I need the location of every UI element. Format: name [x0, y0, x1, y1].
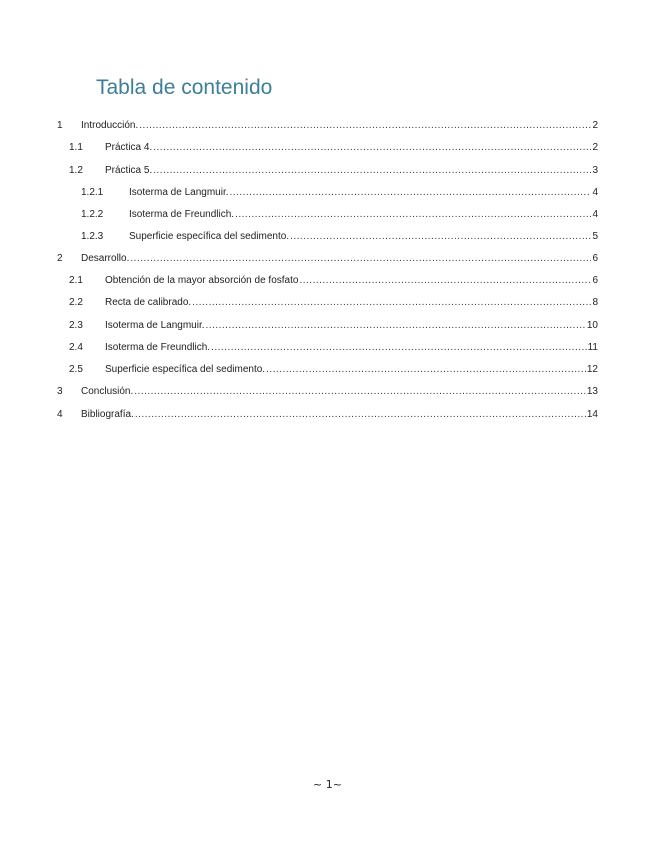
toc-entry-number: 1 — [57, 120, 63, 131]
toc-entry-page: 6 — [592, 275, 598, 286]
toc-entry-page: 6 — [592, 253, 598, 264]
toc-entry-number: 4 — [57, 409, 63, 420]
toc-leader — [130, 252, 591, 266]
toc-leader — [153, 141, 591, 155]
toc-entry[interactable] — [57, 385, 598, 399]
toc-entry[interactable] — [57, 408, 598, 422]
toc-entry-number: 1.2 — [69, 165, 83, 176]
toc-entry[interactable] — [69, 363, 598, 377]
toc-entry-page: 10 — [586, 320, 598, 331]
toc-entry-number: 2.2 — [69, 297, 83, 308]
toc-entry-number: 1.1 — [69, 142, 83, 153]
toc-entry[interactable] — [69, 341, 598, 355]
toc-entry-page: 2 — [592, 142, 598, 153]
toc-entry[interactable] — [69, 296, 598, 310]
toc-leader — [266, 363, 586, 377]
toc-leader — [230, 186, 592, 200]
toc-entry-number: 1.2.1 — [81, 187, 104, 198]
toc-entry[interactable] — [57, 119, 598, 133]
toc-entry[interactable] — [81, 186, 598, 200]
toc-entry-text: Práctica 4. — [105, 142, 153, 153]
toc-entry-number: 3 — [57, 386, 63, 397]
toc-entry[interactable] — [57, 252, 598, 266]
toc-entry-text: Isoterma de Langmuir. — [129, 187, 229, 198]
toc-entry-text: Recta de calibrado. — [105, 297, 192, 308]
toc-entry-page: 8 — [592, 297, 598, 308]
toc-entry[interactable] — [81, 208, 598, 222]
toc-entry-text: Introducción. — [81, 120, 139, 131]
toc-entry[interactable] — [69, 319, 598, 333]
toc-entry-text: Desarrollo. — [81, 253, 130, 264]
toc-entry[interactable] — [69, 164, 598, 178]
toc-leader — [135, 408, 586, 422]
page-number-footer: ~ 1~ — [313, 778, 342, 791]
toc-entry-text: Isoterma de Langmuir. — [105, 320, 205, 331]
toc-entry-number: 2.4 — [69, 342, 83, 353]
toc-leader — [134, 385, 586, 399]
toc-entry-page: 12 — [586, 364, 598, 375]
toc-entry-text: Isoterma de Freundlich. — [105, 342, 211, 353]
toc-entry-text: Bibliografía. — [81, 409, 134, 420]
toc-leader — [206, 319, 586, 333]
toc-leader — [153, 164, 591, 178]
toc-entry-page: 14 — [586, 409, 598, 420]
toc-leader — [235, 208, 591, 222]
toc-entry[interactable] — [81, 230, 598, 244]
toc-entry-number: 2.1 — [69, 275, 83, 286]
toc-entry-page: 4 — [592, 187, 598, 198]
toc-entry-page: 13 — [586, 386, 598, 397]
toc-entry-number: 1.2.2 — [81, 209, 104, 220]
toc-entry-page: 11 — [587, 342, 598, 353]
toc-leader — [139, 119, 591, 133]
toc-leader — [290, 230, 591, 244]
toc-entry-text: Obtención de la mayor absorción de fosfato — [105, 275, 299, 286]
toc-title: Tabla de contenido — [96, 76, 273, 99]
toc-leader — [192, 296, 591, 310]
toc-entry[interactable] — [69, 141, 598, 155]
toc-entry-page: 2 — [592, 120, 598, 131]
toc-entry-number: 2.5 — [69, 364, 83, 375]
toc-entry-text: Práctica 5. — [105, 165, 153, 176]
toc-entry-page: 3 — [592, 165, 598, 176]
toc-entry-page: 4 — [592, 209, 598, 220]
toc-leader — [299, 274, 591, 288]
toc-entry-text: Conclusión. — [81, 386, 134, 397]
toc-entry-text: Superficie específica del sedimento. — [129, 231, 290, 242]
toc-entry[interactable] — [69, 274, 598, 288]
toc-entry-text: Superficie específica del sedimento. — [105, 364, 266, 375]
toc-entry-number: 2.3 — [69, 320, 83, 331]
toc-entry-text: Isoterma de Freundlich. — [129, 209, 235, 220]
toc-entry-page: 5 — [592, 231, 598, 242]
toc-entry-number: 2 — [57, 253, 63, 264]
toc-entry-number: 1.2.3 — [81, 231, 104, 242]
toc-leader — [211, 341, 587, 355]
